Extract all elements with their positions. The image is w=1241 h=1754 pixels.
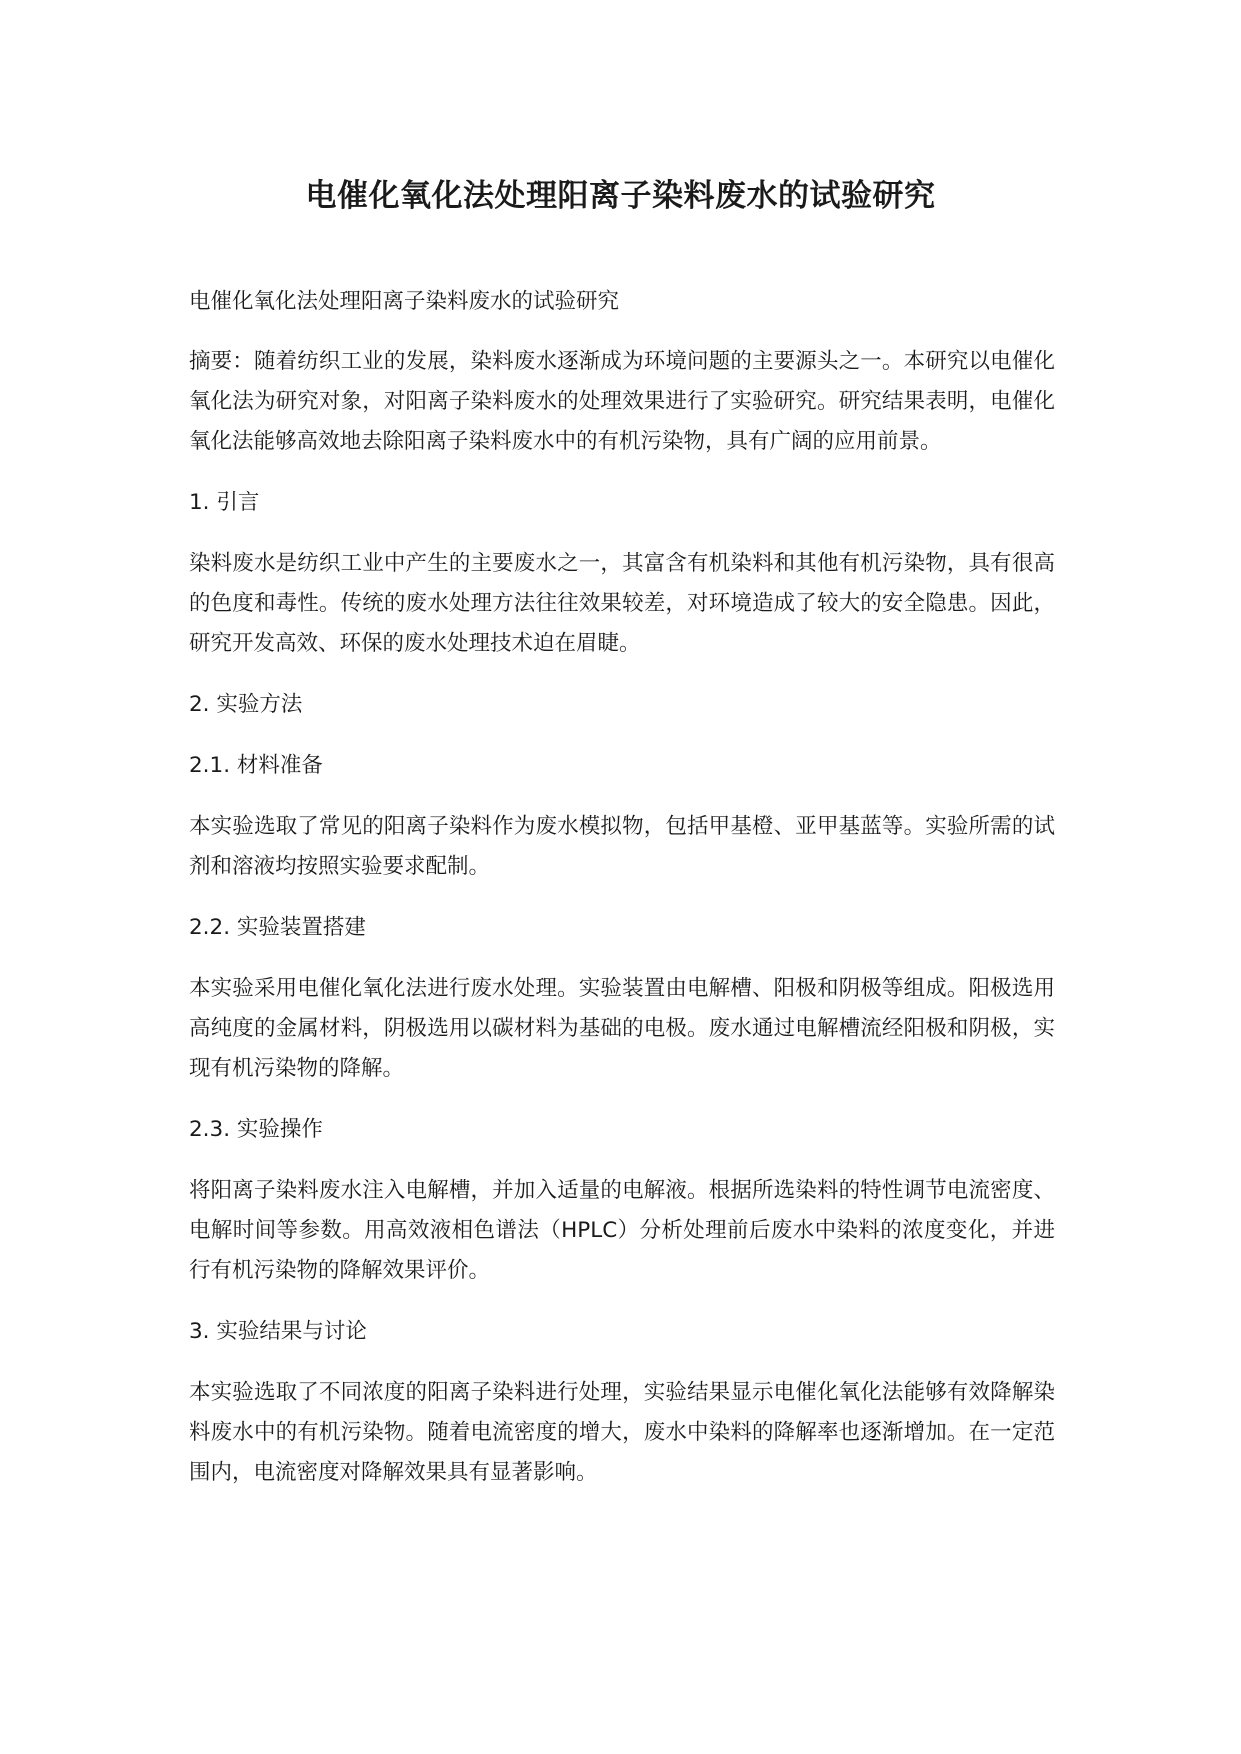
section-heading-results: 3. 实验结果与讨论 bbox=[189, 1319, 367, 1344]
materials-paragraph: 本实验选取了常见的阳离子染料作为废水模拟物，包括甲基橙、亚甲基蓝等。实验所需的试剂和溶液均按照实验要求配制。 bbox=[189, 814, 1055, 879]
apparatus-paragraph: 本实验采用电催化氧化法进行废水处理。实验装置由电解槽、阳极和阴极等组成。阳极选用高纯度的金属材料，阴极选用以碳材料为基础的电极。废水通过电解槽流经阳极和阴极，实现有机污染物的降解。 bbox=[189, 976, 1055, 1081]
section-heading-methods: 2. 实验方法 bbox=[189, 692, 303, 717]
introduction-paragraph: 染料废水是纺织工业中产生的主要废水之一，其富含有机染料和其他有机污染物，具有很高的色度和毒性。传统的废水处理方法往往效果较差，对环境造成了较大的安全隐患。因此，研究开发高效、环保的废水处理技术迫在眉睫。 bbox=[189, 551, 1055, 656]
document-title: 电催化氧化法处理阳离子染料废水的试验研究 bbox=[305, 178, 936, 214]
results-paragraph: 本实验选取了不同浓度的阳离子染料进行处理，实验结果显示电催化氧化法能够有效降解染料废水中的有机污染物。随着电流密度的增大，废水中染料的降解率也逐渐增加。在一定范围内，电流密度对降解效果具有显著影响。 bbox=[189, 1380, 1055, 1485]
abstract-paragraph: 摘要：随着纺织工业的发展，染料废水逐渐成为环境问题的主要源头之一。本研究以电催化氧化法为研究对象，对阳离子染料废水的处理效果进行了实验研究。研究结果表明，电催化氧化法能够高效地去除阳离子染料废水中的有机污染物，具有广阔的应用前景。 bbox=[189, 349, 1055, 454]
subsection-heading-apparatus: 2.2. 实验装置搭建 bbox=[189, 915, 366, 940]
subtitle-paragraph: 电催化氧化法处理阳离子染料废水的试验研究 bbox=[189, 289, 620, 314]
section-heading-introduction: 1. 引言 bbox=[189, 490, 260, 515]
document-body bbox=[189, 282, 1055, 1493]
subsection-heading-materials: 2.1. 材料准备 bbox=[189, 753, 323, 778]
procedure-paragraph: 将阳离子染料废水注入电解槽，并加入适量的电解液。根据所选染料的特性调节电流密度、电解时间等参数。用高效液相色谱法（HPLC）分析处理前后废水中染料的浓度变化，并进行有机污染物的降解效果评价。 bbox=[189, 1178, 1055, 1283]
subsection-heading-procedure: 2.3. 实验操作 bbox=[189, 1117, 323, 1142]
